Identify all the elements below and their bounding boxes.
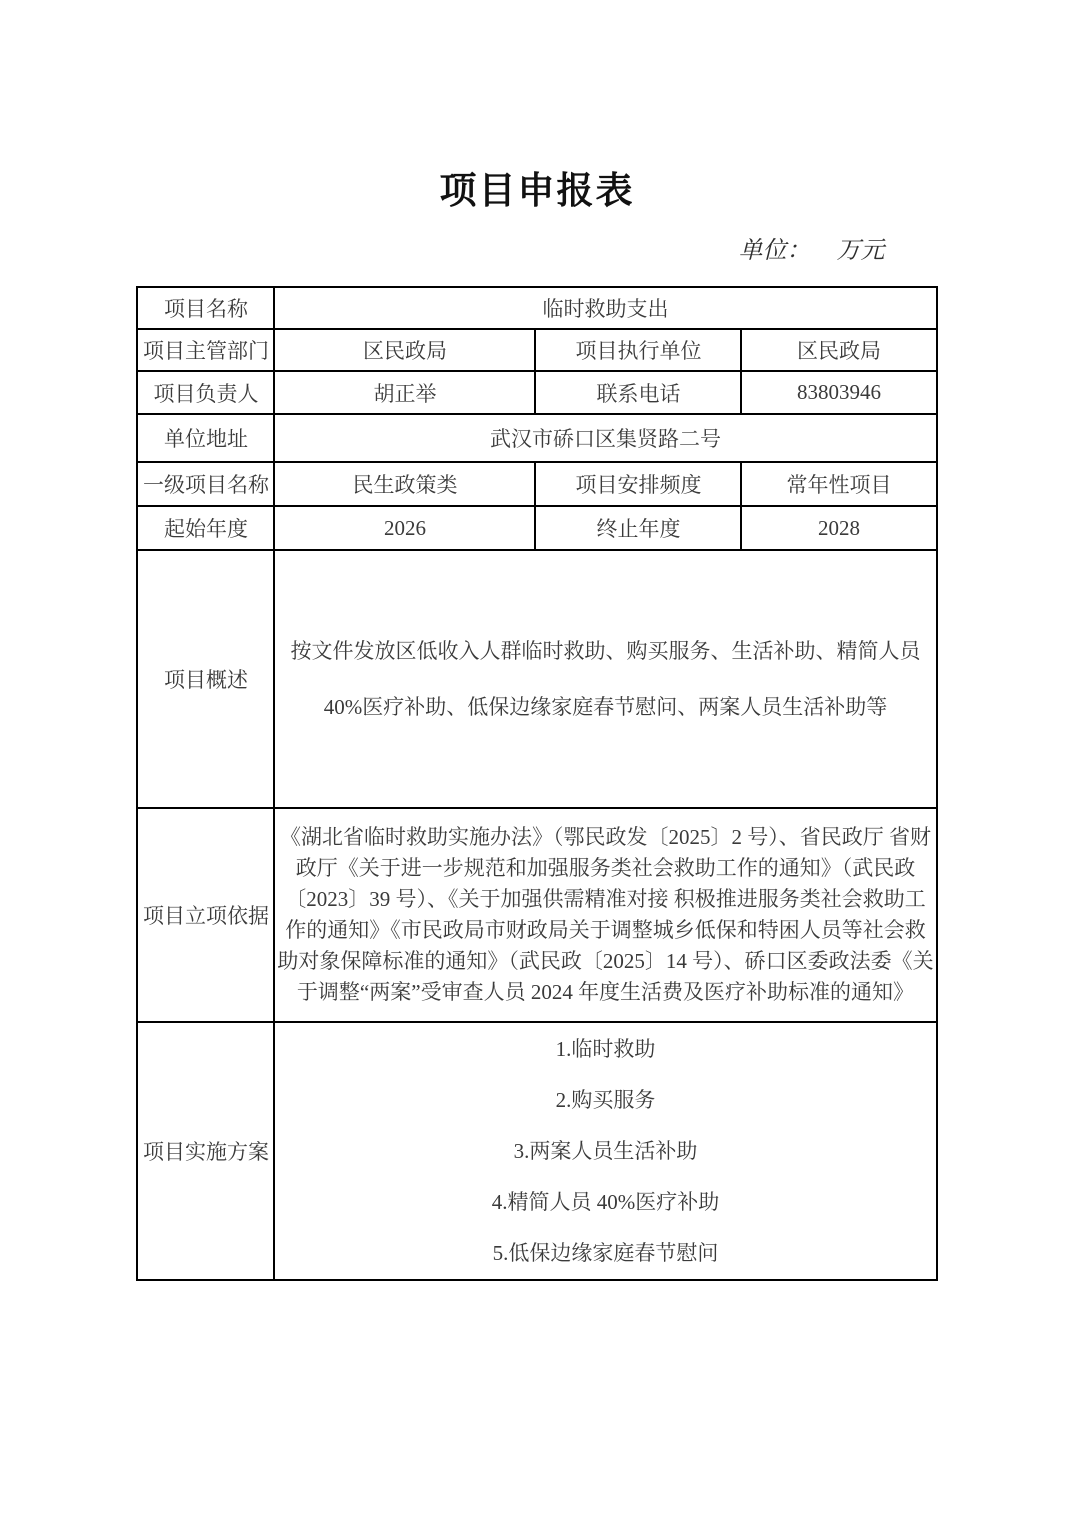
frequency-label: 项目安排频度	[535, 462, 741, 506]
project-application-table	[136, 286, 937, 1281]
row-plan	[137, 1022, 936, 1280]
phone-value: 83803946	[741, 371, 936, 414]
leader-label: 项目负责人	[137, 371, 274, 414]
level1-value: 民生政策类	[274, 462, 535, 506]
plan-value	[274, 1022, 936, 1280]
row-project-name	[137, 287, 936, 329]
plan-item-1: 1.临时救助	[555, 1036, 656, 1061]
leader-value: 胡正举	[274, 371, 535, 414]
plan-item-5: 5.低保边缘家庭春节慰问	[492, 1240, 719, 1265]
plan-label: 项目实施方案	[137, 1022, 274, 1280]
basis-label: 项目立项依据	[137, 808, 274, 1022]
plan-item-4: 4.精简人员 40%医疗补助	[491, 1189, 720, 1214]
row-basis	[137, 808, 936, 1022]
row-leader	[137, 371, 936, 414]
project-name-label: 项目名称	[137, 287, 274, 329]
frequency-value: 常年性项目	[741, 462, 936, 506]
project-name-value: 临时救助支出	[274, 287, 936, 329]
dept-value: 区民政局	[274, 329, 535, 371]
exec-unit-label: 项目执行单位	[535, 329, 741, 371]
overview-label: 项目概述	[137, 550, 274, 808]
overview-value: 按文件发放区低收入人群临时救助、购买服务、生活补助、精简人员 40%医疗补助、低保边缘家庭春节慰问、两案人员生活补助等	[274, 550, 936, 808]
unit-note	[138, 236, 937, 266]
unit-value: 万元	[836, 238, 885, 264]
start-year-label: 起始年度	[137, 506, 274, 550]
unit-label: 单位：	[738, 238, 811, 264]
address-label: 单位地址	[137, 414, 274, 462]
page-title: 项目申报表	[439, 171, 635, 212]
row-dept	[137, 329, 936, 371]
basis-value: 《湖北省临时救助实施办法》（鄂民政发〔2025〕2 号）、省民政厅 省财政厅《关于进一步规范和加强服务类社会救助工作的通知》（武民政〔2023〕39 号）、《关于加强供需精准对接 积极推进服务类社会救助工作的通知》《市民政局市财政局关于调整城乡低保和特困人员等社会救助对象保障标准的通知》（武民政〔2025〕14 号）、硚口区委政法委《关于调整“两案”受审查人员 2024 年度生活费及医疗补助标准的通知》	[274, 808, 936, 1022]
row-level1	[137, 462, 936, 506]
row-years	[137, 506, 936, 550]
plan-item-2: 2.购买服务	[555, 1087, 656, 1112]
level1-label: 一级项目名称	[137, 462, 274, 506]
row-address	[137, 414, 936, 462]
address-value: 武汉市硚口区集贤路二号	[274, 414, 936, 462]
end-year-value: 2028	[741, 506, 936, 550]
start-year-value: 2026	[274, 506, 535, 550]
plan-item-3: 3.两案人员生活补助	[513, 1138, 698, 1163]
exec-unit-value: 区民政局	[741, 329, 936, 371]
phone-label: 联系电话	[535, 371, 741, 414]
row-overview	[137, 550, 936, 808]
dept-label: 项目主管部门	[137, 329, 274, 371]
end-year-label: 终止年度	[535, 506, 741, 550]
